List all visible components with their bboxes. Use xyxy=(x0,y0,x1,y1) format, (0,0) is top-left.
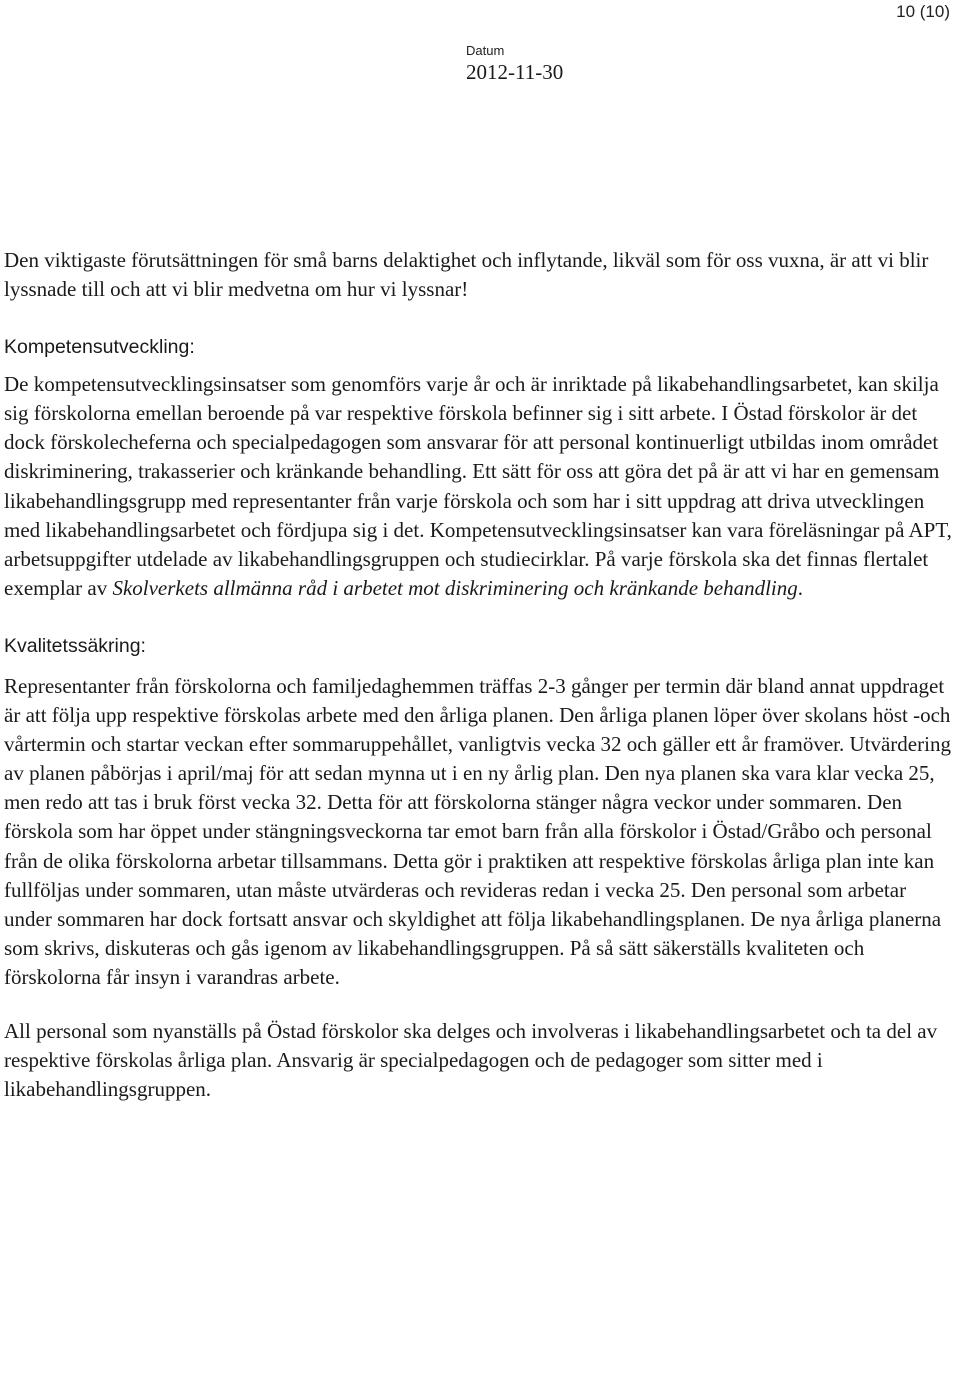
kompetens-paragraph xyxy=(4,370,954,603)
final-paragraph: All personal som nyanställs på Östad förskolor ska delges och involveras i likabehandlingsarbetet och ta del av respektive förskolas årliga plan. Ansvarig är specialpedagogen och de pedagoger som sitter med i likabehandlingsgruppen. xyxy=(4,1018,938,1102)
date-label: Datum xyxy=(466,43,505,58)
document-body xyxy=(4,246,954,1104)
date-value: 2012-11-30 xyxy=(466,60,564,84)
page-number: 10 (10) xyxy=(896,2,950,21)
intro-paragraph: Den viktigaste förutsättningen för små barns delaktighet och inflytande, likväl som för oss vuxna, är att vi blir lyssnade till och att vi blir medvetna om hur vi lyssnar! xyxy=(4,248,929,302)
date-block xyxy=(466,44,563,84)
kvalitet-paragraph: Representanter från förskolorna och familjedaghemmen träffas 2-3 gånger per termin där bland annat uppdraget är att följa upp respektive förskolas arbete med den årliga planen. Den årliga planen löper över skolans höst -och vårtermin och startar veckan efter sommaruppehållet, vanligtvis vecka 32 och gäller ett år framöver. Utvärdering av planen påbörjas i april/maj för att sedan mynna ut i en ny årlig plan. Den nya planen ska vara klar vecka 25, men redo att tas i bruk först vecka 32. Detta för att förskolorna stänger några veckor under sommaren. Den förskola som har öppet under stängningsveckorna tar emot barn från alla förskolor i Östad/Gråbo och personal från de olika förskolorna arbetar tillsammans. Detta gör i praktiken att respektive förskolas årliga plan inte kan fullföljas under sommaren, utan måste utvärderas och revideras redan i vecka 25. Den personal som arbetar under sommaren har dock fortsatt ansvar och skyldighet att följa likabehandlingsplanen. De nya årliga planerna som skrivs, diskuteras och gås igenom av likabehandlingsgruppen. På så sätt säkerställs kvaliteten och förskolorna får insyn i varandras arbete. xyxy=(4,673,951,989)
heading-kvalitetssakring: Kvalitetssäkring: xyxy=(4,634,146,657)
kompetens-text-end: . xyxy=(797,575,804,600)
kompetens-italic-title: Skolverkets allmänna råd i arbetet mot diskriminering och kränkande behandling xyxy=(112,575,798,600)
heading-kompetensutveckling: Kompetensutveckling: xyxy=(4,336,195,359)
kompetens-text: De kompetensutvecklingsinsatser som genomförs varje år och är inriktade på likabehandlingsarbetet, kan skilja sig förskolorna emellan beroende på var respektive förskola befinner sig i sitt arbete. I Östad förskolor är det dock förskolecheferna och specialpedagogen som ansvarar för att personal kontinuerligt utbildas inom området diskriminering, trakasserier och kränkande behandling. Ett sätt för oss att göra det på är att vi har en gemensam likabehandlingsgrupp med representanter från varje förskola och som har i sitt uppdrag att driva utvecklingen med likabehandlingsarbetet och fördjupa sig i det. Kompetensutvecklingsinsatser kan vara föreläsningar på APT, arbetsuppgifter utdelade av likabehandlingsgruppen och studiecirklar. På varje förskola ska det finnas flertalet exemplar av xyxy=(4,372,952,600)
